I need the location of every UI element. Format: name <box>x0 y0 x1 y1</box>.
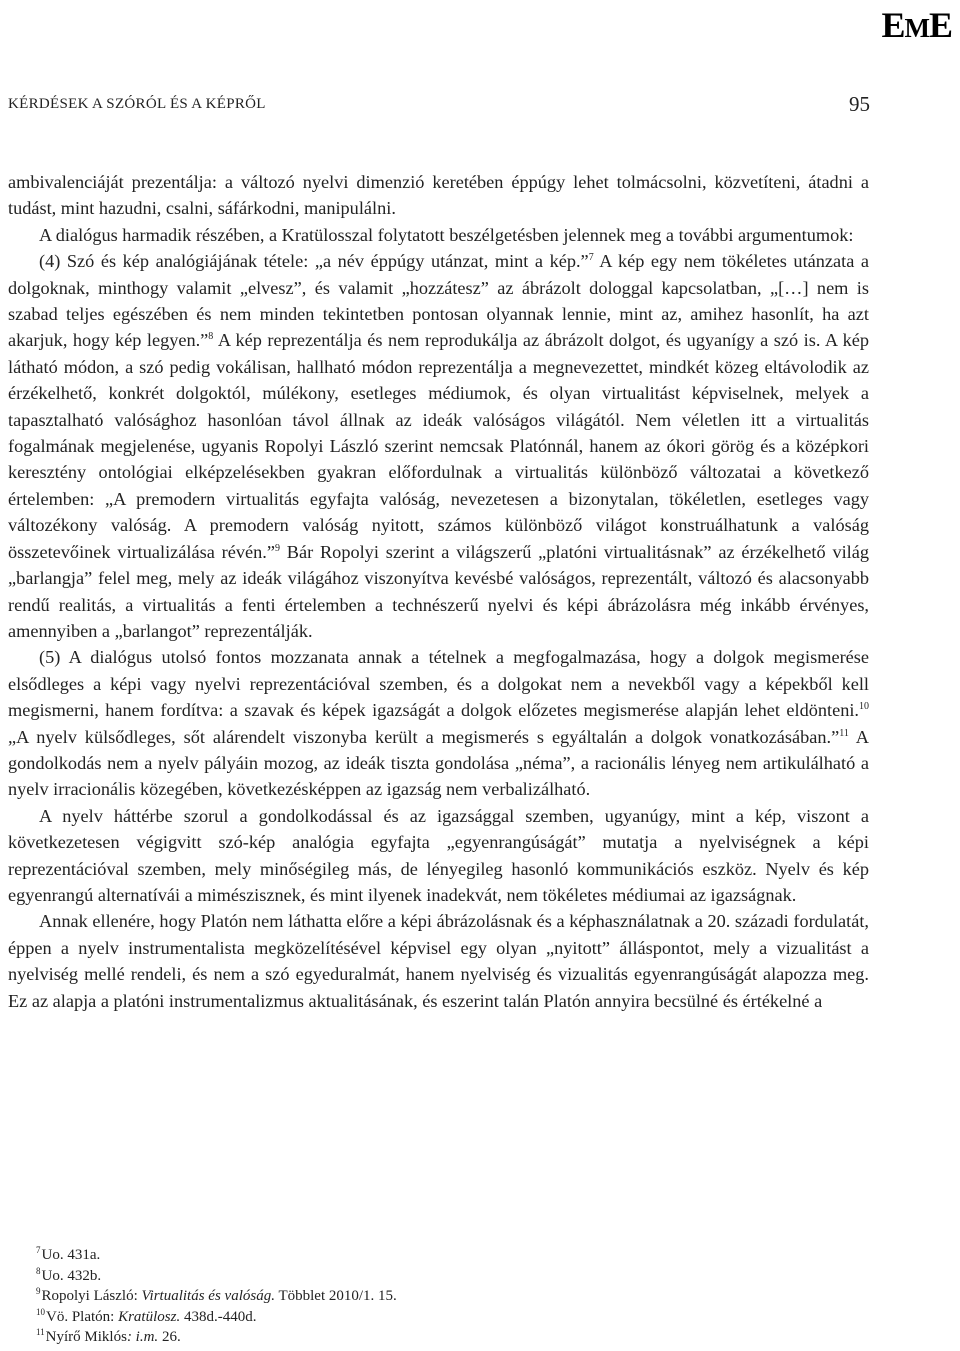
footnote-ref-9[interactable]: 9 <box>274 542 280 554</box>
footnote-8: $^8$Uo. 432b. <box>36 1265 102 1284</box>
paragraph-3: (4) Szó és kép analógiájának tétele: „a név éppúgy utánzat, mint a kép.”$^7$ A kép egy nem tökéletes utánzata a dolgoknak, minthogy valamit „elvesz”, és valamit „hozzátesz” az ábrázolt dologgal kapcsolatban, „[…] nem is szabad teljes egészében és nem minden tekintetben pontosan olyannak lennie, mint az, amihez hasonlít, ha azt akarjuk, hogy kép legyen.”$^8$ A kép reprezentálja és nem reprodukálja az ábrázolt dolgot, és ugyanígy a szó is. A kép látható módon, a szó pedig vokálisan, hallható módon reprezentálja a megnevezettet, mindkét közeg eltávolodik az érzékelhető, konkrét dolgoktól, múlékony, esetleges médiumok, és olyan virtualitást képviselnek, melyek a tapasztalható valósághoz hasonlóan távol állnak az ideák valóságos világától. Nem véletlen itt a virtualitás fogalmának megjelenése, ugyanis Ropolyi László szerint nemcsak Platónnál, hanem az ókori görög és a középkori keresztény ontológiai elképzelésekben gyakran előfordulnak a virtualitás különböző változatai a következő értelemben: „A premodern virtualitás egyfajta valóság, nevezetesen a bizonytalan, tökéletlen, esetleges vagy változékony valóság. A premodern valóság nyitott, számos különböző világot konstruálhatunk a valóság összetevőinek virtualizálása révén.”$^9$ Bár Ropolyi szerint a világszerű „platóni virtualitásnak” az érzékelhető világ „barlangja” felel meg, mely az ideák világához viszonyítva kevésbé valóságos, reprezentált, változó és alacsonyabb rendű realitás, a virtualitás a fenti értelemben a technészerű nyelvi és képi ábrázolásra még inkább érvényes, amennyiben a „barlangot” reprezentálják. <box>8 251 869 641</box>
footnote-10: $^{10}$Vö. Platón: Kratülosz. 438d.-440d. <box>36 1306 257 1325</box>
paragraph-5: A nyelv háttérbe szorul a gondolkodással és az igazsággal szemben, ugyanúgy, mint a kép, viszont a következetesen végigvitt szó-kép analógia egyfajta „egyenrangúságát” mutatja a nyelviségnek a képi reprezentációval szemben, mely minőségileg más, de lényegileg hasonló kommunikációs eszköz. Nyelv és kép egyenrangú alternatívái a mimészisznek, és mint ilyenek inadekvát, nem tökéletes médiumai az igazságnak. <box>8 805 869 905</box>
footnote-ref-10[interactable]: 10 <box>859 701 869 713</box>
footnote-ref-8[interactable]: 8 <box>208 331 214 343</box>
paragraph-1: ambivalenciáját prezentálja: a változó nyelvi dimenzió keretében éppúgy lehet tolmácsolni, közvetíteni, átadni a tudást, mint hazudni, csalni, sáfárkodni, manipulálni. <box>8 172 869 219</box>
body-text <box>8 169 869 1014</box>
footnote-11: $^{11}$Nyírő Miklós: i.m. 26. <box>36 1327 181 1346</box>
footnote-7: $^7$Uo. 431a. <box>36 1245 101 1263</box>
paragraph-4: (5) A dialógus utolsó fontos mozzanata annak a tételnek a megfogalmazása, hogy a dolgok megismerése elsődleges a képi vagy nyelvi reprezentációval szemben, és a dolgokat nem a nevekből vagy a képekből kell megismerni, hanem fordítva: a szavak és képek igazságát a dolgok előzetes megismerése alapján lehet eldönteni.$^{10}$ „A nyelv külsődleges, sőt alárendelt viszonyba került a megismerés s egyáltalán a dolgok vonatkozásában.”$^{11}$ A gondolkodás nem a nyelv pályáin mozog, az ideák tiszta gondolása „néma”, a racionális lényeg nem artikulálható a nyelv irracionális közegében, következésképpen az igazság nem verbalizálható. <box>8 647 869 800</box>
page-number: 95 <box>849 92 870 116</box>
paragraph-2: A dialógus harmadik részében, a Kratülosszal folytatott beszélgetésben jelennek meg a további argumentumok: <box>39 224 854 245</box>
journal-logo: EME <box>881 5 952 45</box>
running-head: KÉRDÉSEK A SZÓRÓL ÉS A KÉPRŐL <box>8 96 266 112</box>
footnote-ref-7[interactable]: 7 <box>588 252 594 264</box>
footnote-ref-11[interactable]: 11 <box>839 727 849 739</box>
footnote-9: $^9$Ropolyi László: Virtualitás és valóság. Többlet 2010/1. 15. <box>36 1286 397 1305</box>
paragraph-6: Annak ellenére, hogy Platón nem láthatta előre a képi ábrázolásnak és a képhasználatnak a 20. századi fordulatát, éppen a nyelv instrumentalista megközelítésével képvisel egy olyan „nyitott” álláspontot, mely a vizualitást a nyelviség mellé rendeli, és nem a szó egyeduralmát, hanem nyelviség és vizualitás egyenrangúságát alapozza meg. Ez az alapja a platóni instrumentalizmus aktualitásának, és eszerint talán Platón annyira becsülné és értékelné a <box>8 911 869 1011</box>
footnotes <box>36 1245 876 1348</box>
